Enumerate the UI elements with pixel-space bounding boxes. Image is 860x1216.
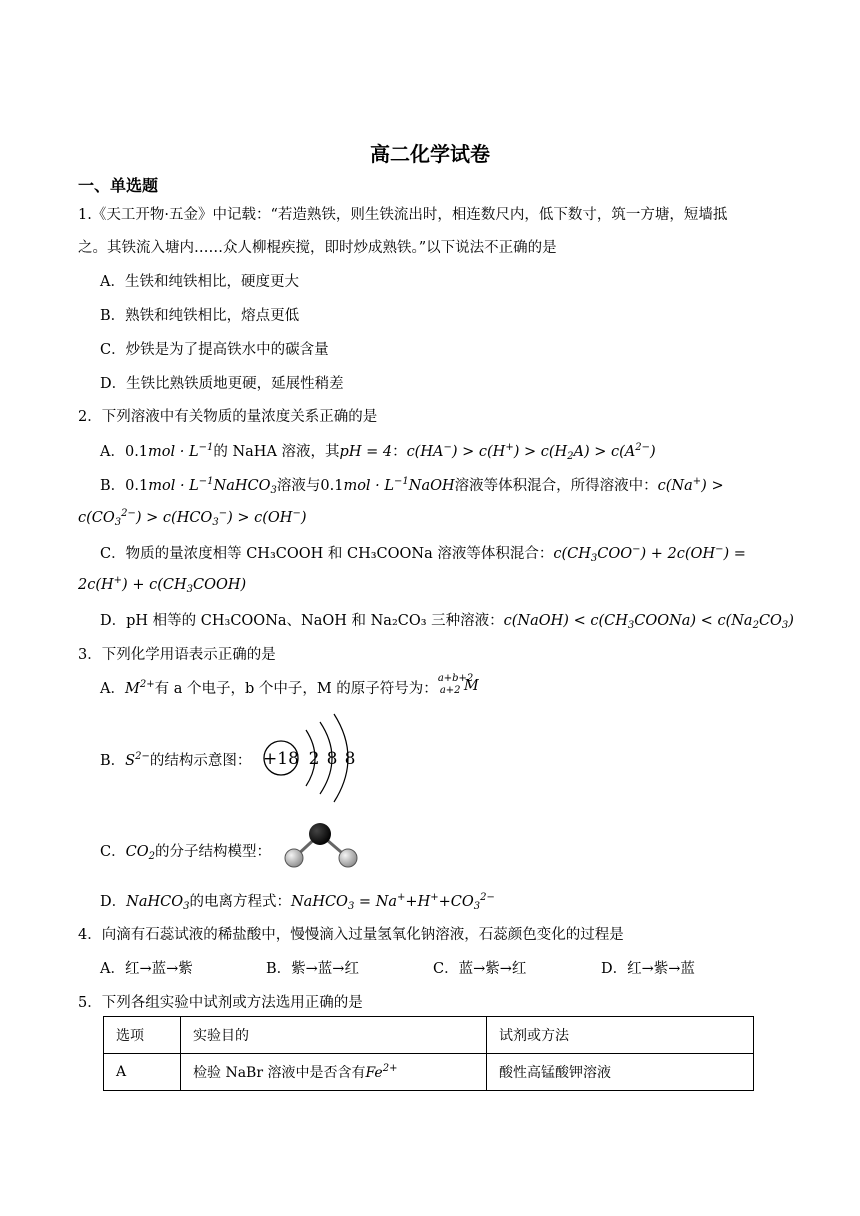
atom-left [285, 849, 303, 867]
q3-option-a: A．$M^{2+}$有 a 个电子，b 个中子，M 的原子符号为： a+b+2 a+2 M [100, 673, 479, 697]
shell-electrons-3: 8 [344, 749, 356, 769]
q3-option-b: B．$S^{2-}$的结构示意图： [100, 751, 252, 769]
q4-stem: 4．向滴有石蕊试液的稀盐酸中，慢慢滴入过量氢氧化钠溶液，石蕊颜色变化的过程是 [78, 927, 624, 943]
table-cell-option: A [104, 1054, 181, 1091]
nucleus-charge: +18 [263, 749, 299, 769]
q2-option-a: A．$0.1mol \cdot L^{-1}$的 NaHA 溶液，其pH = 4：$c(HA^-) > c(H^+) > c(H_2A) > c(A^{2-})$ [100, 442, 656, 462]
q3-stem: 3．下列化学用语表示正确的是 [78, 647, 276, 663]
q1-stem-line2: 之。其铁流入塘内……众人柳棍疾搅，即时炒成熟铁。”以下说法不正确的是 [78, 240, 557, 256]
table-header-cell: 试剂或方法 [487, 1017, 754, 1054]
table-row [104, 1054, 754, 1091]
q4-option-c: C．蓝→紫→红 [433, 961, 527, 977]
q2-stem: 2．下列溶液中有关物质的量浓度关系正确的是 [78, 409, 378, 425]
q2-option-c-line2: $2c(H^+) + c(CH_3COOH)$ [78, 575, 247, 595]
page-title: 高二化学试卷 [370, 142, 490, 166]
table-cell-method: 酸性高锰酸钾溶液 [487, 1054, 754, 1091]
q4-option-b: B．紫→蓝→红 [266, 961, 359, 977]
co2-molecule-model [282, 820, 362, 872]
q4-option-d: D．红→紫→蓝 [601, 961, 695, 977]
atomic-symbol: a+b+2 a+2 M [437, 673, 479, 696]
section-heading: 一、单选题 [78, 176, 159, 195]
q2-option-d: D．pH 相等的 CH₃COONa、NaOH 和 Na₂CO₃ 三种溶液：c(NaOH) < $c(CH_3COONa) < c(Na_2CO_3)$ [100, 613, 794, 631]
q4-option-a: A．红→蓝→紫 [100, 961, 193, 977]
table-header-cell: 实验目的 [181, 1017, 487, 1054]
table-header-row [104, 1017, 754, 1054]
table-header-cell: 选项 [104, 1017, 181, 1054]
q3-option-d: D．NaHCO$_3$的电离方程式：NaHCO$_3$ = $Na^++H^++CO_3^{2-}$ [100, 892, 495, 912]
q1-option-a: A．生铁和纯铁相比，硬度更大 [100, 274, 299, 290]
atom-center [309, 823, 331, 845]
table-cell-purpose: 检验 NaBr 溶液中是否含有$Fe^{2+}$ [181, 1054, 487, 1091]
q2-option-c-line1: C．物质的量浓度相等 CH₃COOH 和 CH₃COONa 溶液等体积混合：$c(CH_3COO^-) + 2c(OH^-)$ = [100, 544, 746, 564]
sulfide-ion-structure-diagram [262, 712, 362, 806]
q1-stem-line1: 1.《天工开物·五金》中记载：“若造熟铁，则生铁流出时，相连数尺内，低下数寸，筑一方塘，短墙抵 [78, 207, 728, 223]
q5-table [103, 1016, 754, 1091]
q1-option-d: D．生铁比熟铁质地更硬，延展性稍差 [100, 376, 344, 392]
q3-option-c: C．$CO_2$的分子结构模型： [100, 844, 271, 862]
q2-option-b-line2: $c(CO_3^{2-}) > c(HCO_3^-) > c(OH^-)$ [78, 508, 307, 528]
shell-electrons-1: 2 [308, 749, 320, 769]
atom-right [339, 849, 357, 867]
q1-option-b: B．熟铁和纯铁相比，熔点更低 [100, 308, 300, 324]
shell-electrons-2: 8 [326, 749, 338, 769]
q1-option-c: C．炒铁是为了提高铁水中的碳含量 [100, 342, 329, 358]
q5-stem: 5．下列各组实验中试剂或方法选用正确的是 [78, 995, 363, 1011]
q2-option-b-line1: B．$0.1mol \cdot L^{-1}NaHCO_3$溶液与$0.1mol \cdot L^{-1}NaOH$溶液等体积混合，所得溶液中：c(Na+) > [100, 476, 724, 496]
